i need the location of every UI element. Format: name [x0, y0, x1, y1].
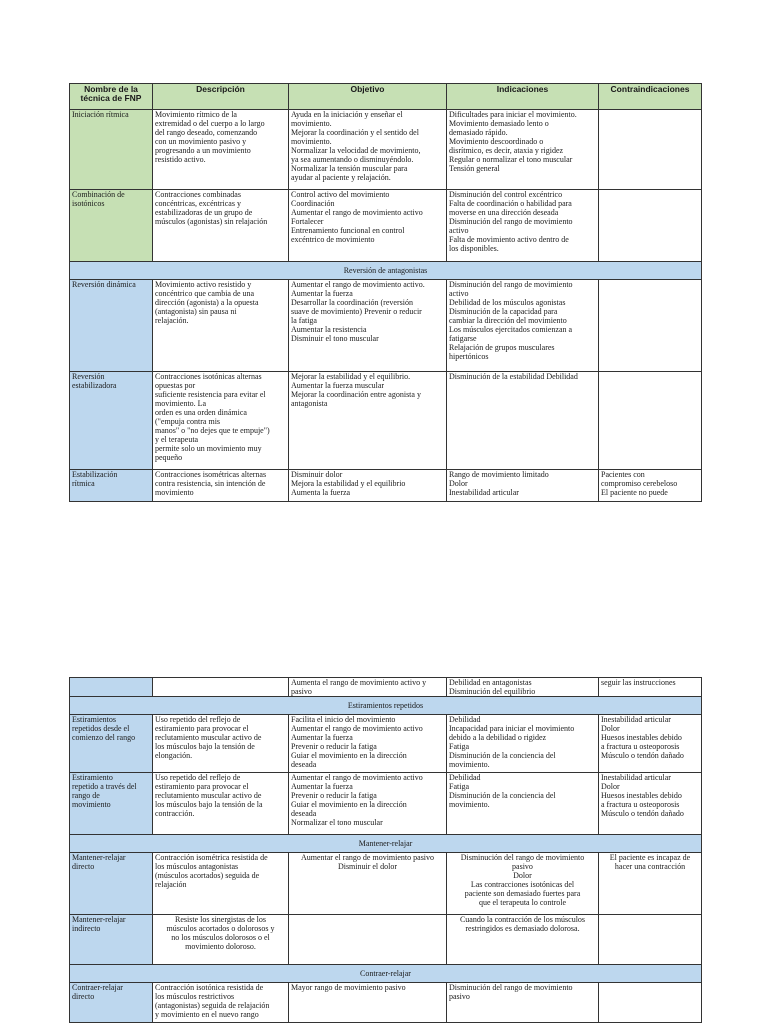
technique-contraindications	[599, 280, 702, 372]
technique-indications: Dificultades para iniciar el movimiento. Movimiento demasiado lento o demasiado rápido. Movimiento descoordinado o disrítmico, es decir, ataxia y rigidez Regular o normalizar el tono muscular Tensión general	[447, 110, 599, 190]
table-row	[70, 190, 702, 262]
technique-contraindications: Inestabilidad articular Dolor Huesos inestables debido a fractura u osteoporosis Músculo o tendón dañado	[599, 773, 702, 835]
technique-contraindications: El paciente es incapaz de hacer una contracción	[599, 853, 702, 915]
section-title: Contraer-relajar	[70, 965, 702, 983]
technique-indications: Rango de movimiento limitado Dolor Inestabilidad articular	[447, 470, 599, 502]
technique-name: Estiramientos repetidos desde el comienzo del rango	[70, 715, 153, 773]
technique-name	[70, 678, 153, 697]
header-descripcion: Descripción	[153, 84, 289, 110]
technique-objective: Disminuir dolor Mejora la estabilidad y el equilibrio Aumenta la fuerza	[289, 470, 447, 502]
section-title: Estiramientos repetidos	[70, 697, 702, 715]
technique-objective: Facilita el inicio del movimiento Aumentar el rango de movimiento activo Aumentar la fuerza Prevenir o reducir la fatiga Guiar el movimiento en la dirección deseada	[289, 715, 447, 773]
technique-name: Iniciación rítmica	[70, 110, 153, 190]
technique-indications: Debilidad Incapacidad para iniciar el movimiento debido a la debilidad o rigidez Fatiga Disminución de la conciencia del movimiento.	[447, 715, 599, 773]
table-row	[70, 773, 702, 835]
technique-objective: Ayuda en la iniciación y enseñar el movimiento. Mejorar la coordinación y el sentido del movimiento. Normalizar la velocidad de movimiento, ya sea aumentando o disminuyéndolo. Normalizar la tensión muscular para ayudar al paciente y relajación.	[289, 110, 447, 190]
technique-indications: Disminución del rango de movimiento pasivo Dolor Las contracciones isotónicas del paciente son demasiado fuertes para que el terapeuta lo controle	[447, 853, 599, 915]
technique-name: Mantener-relajar indirecto	[70, 915, 153, 965]
technique-name: Reversión dinámica	[70, 280, 153, 372]
table-row	[70, 915, 702, 965]
technique-name: Contraer-relajar directo	[70, 983, 153, 1023]
technique-indications: Disminución del rango de movimiento pasivo	[447, 983, 599, 1023]
technique-description: Contracción isotónica resistida de los músculos restrictivos (antagonistas) seguida de relajación y movimiento en el nuevo rango	[153, 983, 289, 1023]
technique-contraindications	[599, 915, 702, 965]
header-nombre: Nombre de la técnica de FNP	[70, 84, 153, 110]
section-title: Reversión de antagonistas	[70, 262, 702, 280]
technique-contraindications: seguir las instrucciones	[599, 678, 702, 697]
technique-name: Mantener-relajar directo	[70, 853, 153, 915]
technique-objective: Control activo del movimiento Coordinación Aumentar el rango de movimiento activo Fortalecer Entrenamiento funcional en control excéntrico de movimiento	[289, 190, 447, 262]
section-row	[70, 835, 702, 853]
section-row	[70, 965, 702, 983]
header-contraindicaciones: Contraindicaciones	[599, 84, 702, 110]
table-row	[70, 280, 702, 372]
technique-name: Combinación de isotónicos	[70, 190, 153, 262]
section-row	[70, 697, 702, 715]
technique-contraindications	[599, 372, 702, 470]
table-row	[70, 470, 702, 502]
table-row	[70, 715, 702, 773]
table-row	[70, 678, 702, 697]
table-row	[70, 110, 702, 190]
technique-description	[153, 678, 289, 697]
technique-objective: Aumenta el rango de movimiento activo y pasivo	[289, 678, 447, 697]
technique-contraindications: Pacientes con compromiso cerebeloso El paciente no puede	[599, 470, 702, 502]
technique-description: Movimiento activo resistido y concéntrico que cambia de una dirección (agonista) a la opuesta (antagonista) sin pausa ni relajación.	[153, 280, 289, 372]
section-title: Mantener-relajar	[70, 835, 702, 853]
technique-description: Uso repetido del reflejo de estiramiento para provocar el reclutamiento muscular activo de los músculos bajo la tensión de elongación.	[153, 715, 289, 773]
technique-description: Resiste los sinergistas de los músculos acortados o dolorosos y no los músculos dolorosos o el movimiento doloroso.	[153, 915, 289, 965]
technique-contraindications	[599, 110, 702, 190]
technique-objective: Mejorar la estabilidad y el equilibrio. Aumentar la fuerza muscular Mejorar la coordinación entre agonista y antagonista	[289, 372, 447, 470]
technique-indications: Disminución de la estabilidad Debilidad	[447, 372, 599, 470]
technique-name: Reversión estabilizadora	[70, 372, 153, 470]
technique-name: Estiramiento repetido a través del rango de movimiento	[70, 773, 153, 835]
technique-description: Contracciones isotónicas alternas opuestas por suficiente resistencia para evitar el movimiento. La orden es una orden dinámica ("empuja contra mis manos" o "no dejes que te empuje") y el terapeuta permite solo un movimiento muy pequeño	[153, 372, 289, 470]
table-row	[70, 372, 702, 470]
table-header-row	[70, 84, 702, 110]
technique-name: Estabilización rítmica	[70, 470, 153, 502]
technique-objective: Aumentar el rango de movimiento activo Aumentar la fuerza Prevenir o reducir la fatiga Guiar el movimiento en la dirección deseada Normalizar el tono muscular	[289, 773, 447, 835]
technique-indications: Cuando la contracción de los músculos restringidos es demasiado dolorosa.	[447, 915, 599, 965]
technique-description: Contracciones combinadas concéntricas, excéntricas y estabilizadoras de un grupo de músculos (agonistas) sin relajación	[153, 190, 289, 262]
technique-contraindications	[599, 983, 702, 1023]
technique-indications: Debilidad en antagonistas Disminución del equilibrio	[447, 678, 599, 697]
technique-description: Contracción isométrica resistida de los músculos antagonistas (músculos acortados) seguida de relajación	[153, 853, 289, 915]
technique-objective	[289, 915, 447, 965]
header-objetivo: Objetivo	[289, 84, 447, 110]
table-row	[70, 853, 702, 915]
header-indicaciones: Indicaciones	[447, 84, 599, 110]
technique-indications: Disminución del control excéntrico Falta de coordinación o habilidad para moverse en una dirección deseada Disminución del rango de movimiento activo Falta de movimiento activo dentro de los disponibles.	[447, 190, 599, 262]
technique-objective: Aumentar el rango de movimiento pasivo Disminuir el dolor	[289, 853, 447, 915]
technique-indications: Disminución del rango de movimiento activo Debilidad de los músculos agonistas Disminución de la capacidad para cambiar la dirección del movimiento Los músculos ejercitados comienzan a fatigarse Relajación de grupos musculares hipertónicos	[447, 280, 599, 372]
technique-contraindications: Inestabilidad articular Dolor Huesos inestables debido a fractura u osteoporosis Músculo o tendón dañado	[599, 715, 702, 773]
technique-contraindications	[599, 190, 702, 262]
technique-objective: Aumentar el rango de movimiento activo. Aumentar la fuerza Desarrollar la coordinación (reversión suave de movimiento) Prevenir o reducir la fatiga Aumentar la resistencia Disminuir el tono muscular	[289, 280, 447, 372]
fnp-techniques-table-page1	[69, 83, 702, 502]
technique-indications: Debilidad Fatiga Disminución de la conciencia del movimiento.	[447, 773, 599, 835]
section-row	[70, 262, 702, 280]
technique-description: Uso repetido del reflejo de estiramiento para provocar el reclutamiento muscular activo de los músculos bajo la tensión de la contracción.	[153, 773, 289, 835]
technique-description: Movimiento rítmico de la extremidad o del cuerpo a lo largo del rango deseado, comenzando con un movimiento pasivo y progresando a un movimiento resistido activo.	[153, 110, 289, 190]
technique-description: Contracciones isométricas alternas contra resistencia, sin intención de movimiento	[153, 470, 289, 502]
table-row	[70, 983, 702, 1023]
fnp-techniques-table-page2	[69, 677, 702, 1023]
technique-objective: Mayor rango de movimiento pasivo	[289, 983, 447, 1023]
